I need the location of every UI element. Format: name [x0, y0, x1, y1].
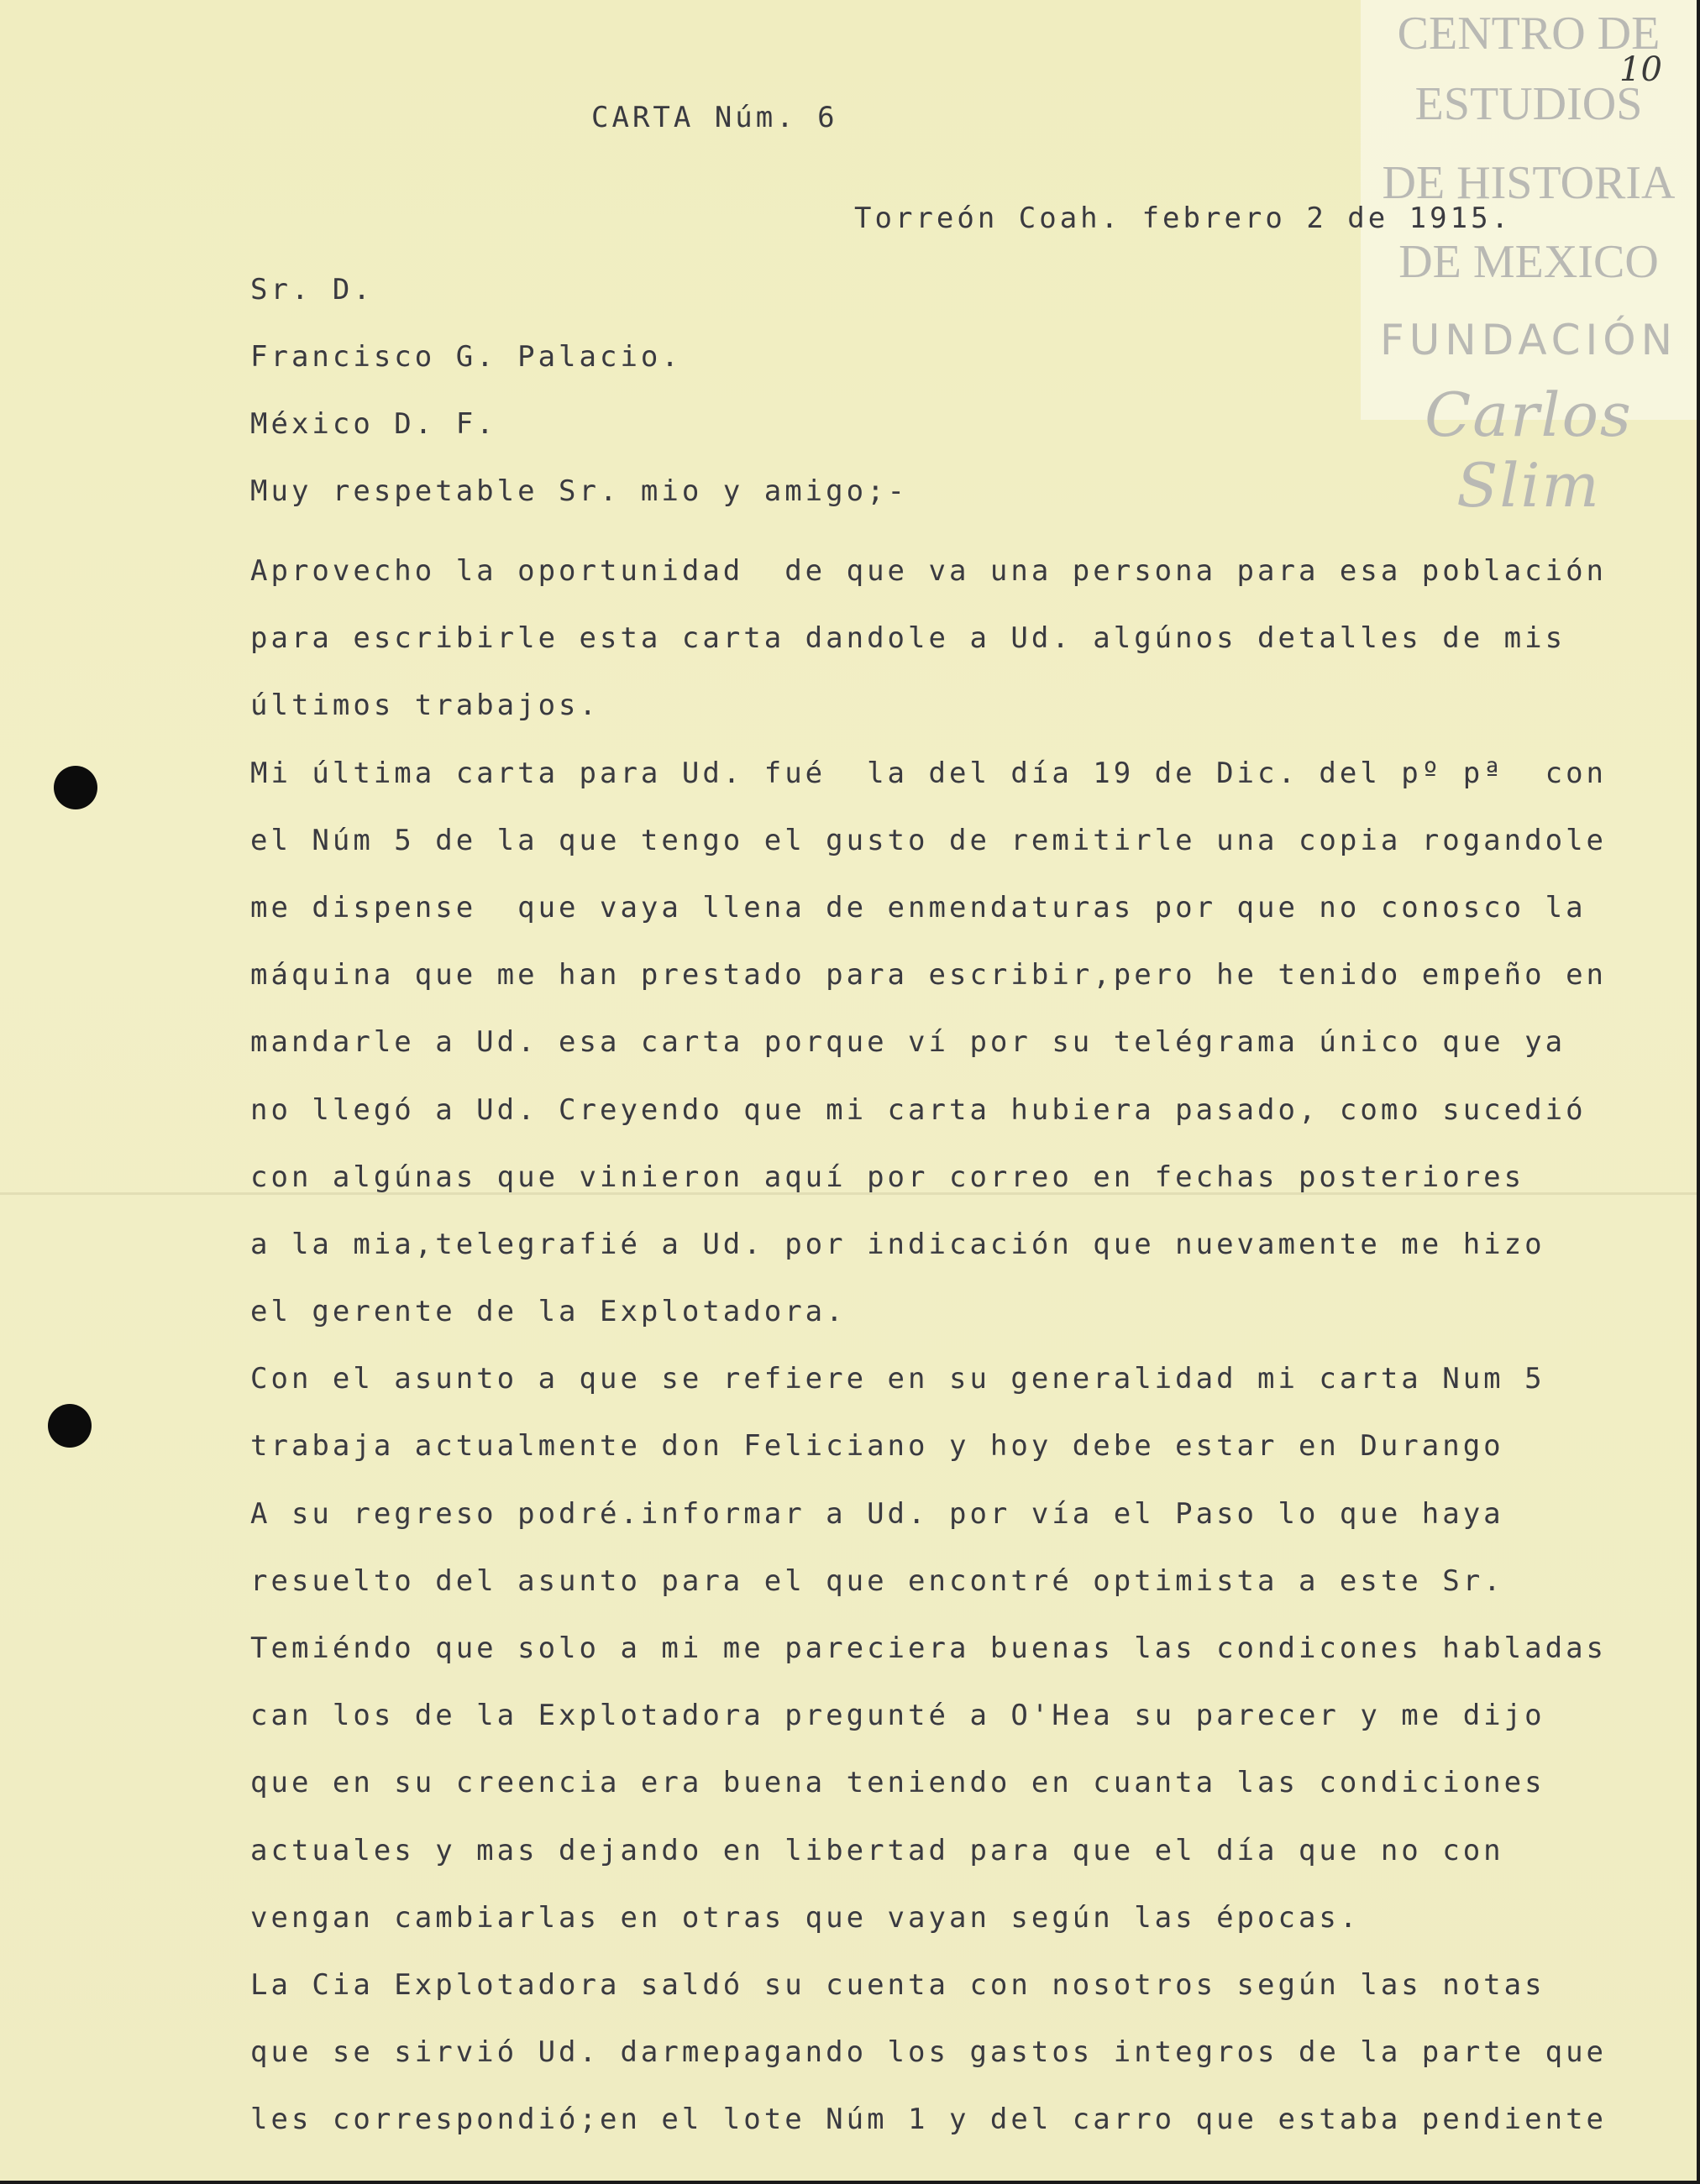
body-line: últimos trabajos.	[250, 689, 600, 723]
place-date: Torreón Coah. febrero 2 de 1915.	[854, 202, 1513, 235]
body-line: can los de la Explotadora pregunté a O'Hea su parecer y me dijo	[250, 1699, 1545, 1733]
watermark-line: DE HISTORIA	[1382, 157, 1676, 209]
body-line: Con el asunto a que se refiere en su generalidad mi carta Num 5	[250, 1362, 1545, 1396]
letter-heading: CARTA Núm. 6	[591, 101, 838, 134]
watermark-line: CENTRO DE	[1397, 8, 1661, 60]
body-line: no llegó a Ud. Creyendo que mi carta hubiera pasado, como sucedió	[250, 1092, 1587, 1127]
body-line: máquina que me han prestado para escribir,pero he tenido empeño en	[250, 958, 1608, 992]
body-line: La Cia Explotadora saldó su cuenta con nosotros según las notas	[250, 1967, 1545, 2002]
body-line: actuales y mas dejando en libertad para que el día que no con	[250, 1833, 1504, 1867]
punch-hole-bottom	[48, 1404, 92, 1448]
addressee-line: Francisco G. Palacio.	[250, 340, 682, 374]
addressee-line: Sr. D.	[250, 273, 374, 306]
watermark-line: DE MEXICO	[1398, 236, 1659, 288]
watermark-foundation: FUNDACIÓN	[1379, 316, 1678, 364]
salutation: Muy respetable Sr. mio y amigo;-	[250, 474, 909, 508]
body-line: a la mia,telegrafié a Ud. por indicación que nuevamente me hizo	[250, 1227, 1545, 1261]
body-line: mandarle a Ud. esa carta porque ví por su telégrama único que ya	[250, 1025, 1566, 1060]
body-line: que se sirvió Ud. darmepagando los gastos integros de la parte que	[250, 2035, 1608, 2070]
addressee-line: México D. F.	[250, 407, 497, 441]
body-line: les correspondió;en el lote Núm 1 y del carro que estaba pendiente	[250, 2103, 1608, 2137]
body-line: el gerente de la Explotadora.	[250, 1295, 847, 1329]
body-line: resuelto del asunto para el que encontré optimista a este Sr.	[250, 1563, 1504, 1598]
body-line: para escribirle esta carta dandole a Ud. algúnos detalles de mis	[250, 621, 1566, 656]
body-line: me dispense que vaya llena de enmendaturas por que no conosco la	[250, 890, 1587, 924]
body-line: vengan cambiarlas en otras que vayan según las épocas.	[250, 1900, 1361, 1935]
body-line: Aprovecho la oportunidad de que va una persona para esa población	[250, 554, 1608, 588]
folio-number: 10	[1619, 50, 1662, 89]
watermark-signature: Carlos Slim	[1425, 380, 1633, 521]
body-line: con algúnas que vinieron aquí por correo en fechas posteriores	[250, 1160, 1525, 1194]
body-line: el Núm 5 de la que tengo el gusto de remitirle una copia rogandole	[250, 823, 1608, 857]
body-line: trabaja actualmente don Feliciano y hoy debe estar en Durango	[250, 1429, 1504, 1464]
body-line: que en su creencia era buena teniendo en cuanta las condiciones	[250, 1766, 1545, 1800]
letter-body	[250, 537, 1607, 2154]
body-line: A su regreso podré.informar a Ud. por vía el Paso lo que haya	[250, 1496, 1504, 1531]
body-line: Temiéndo que solo a mi me pareciera buenas las condicones habladas	[250, 1631, 1608, 1665]
watermark-line: ESTUDIOS	[1414, 78, 1643, 130]
body-line: Mi última carta para Ud. fué la del día 19 de Dic. del pº pª con	[250, 756, 1608, 790]
punch-hole-top	[54, 766, 97, 809]
